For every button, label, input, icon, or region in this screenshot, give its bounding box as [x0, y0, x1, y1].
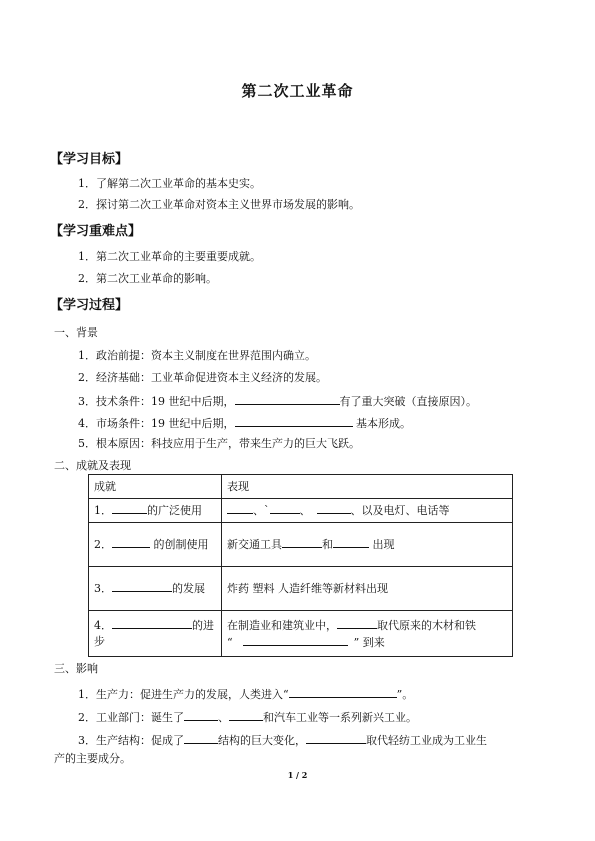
achievements-table: [88, 474, 513, 657]
background-item: 5．根本原因：科技应用于生产，带来生产力的巨大飞跃。: [78, 437, 360, 450]
text: 1．生产力：促进生产力的发展，人类进入“: [78, 688, 289, 701]
text: 取代轻纺工业成为工业生: [366, 734, 487, 747]
text: 、: [299, 504, 311, 517]
background-item: [78, 393, 477, 409]
fill-blank[interactable]: [337, 617, 377, 629]
table-cell: [222, 611, 513, 657]
text: 1．: [94, 504, 112, 517]
text: 3．生产结构：促成了: [78, 734, 184, 747]
text: ” 到来: [353, 635, 385, 649]
table-cell: [222, 523, 513, 567]
fill-blank[interactable]: [333, 536, 369, 548]
background-item: 1．政治前提：资本主义制度在世界范围内确立。: [78, 349, 316, 362]
impact-item: [78, 686, 413, 702]
goal-item: 2．探讨第二次工业革命对资本主义世界市场发展的影响。: [78, 198, 360, 211]
text: 的进步: [94, 619, 214, 648]
fill-blank[interactable]: [235, 393, 340, 405]
text: 在制造业和建筑业中，: [227, 618, 337, 632]
impact-item-continued: 产的主要成分。: [54, 752, 131, 765]
impact-heading: 三、影响: [54, 662, 98, 675]
fill-blank[interactable]: [235, 415, 353, 427]
fill-blank[interactable]: [112, 502, 147, 514]
text: 2．工业部门：诞生了: [78, 711, 184, 724]
column-header: 成就: [89, 475, 222, 499]
text: 4．: [94, 619, 112, 632]
text: 有了重大突破（直接原因）。: [339, 395, 477, 408]
process-heading: 【学习过程】: [50, 298, 129, 313]
text: 的发展: [172, 582, 205, 595]
text: 新交通工具: [227, 538, 282, 551]
fill-blank[interactable]: [184, 732, 218, 744]
fill-blank[interactable]: [270, 502, 300, 514]
text: 和汽车工业等一系列新兴工业。: [263, 711, 417, 724]
table-header-row: [89, 475, 513, 499]
text: “: [227, 635, 233, 649]
page-title: 第二次工业革命: [241, 82, 354, 100]
table-row: [89, 523, 513, 567]
text: 4．市场条件：19 世纪中后期，: [78, 417, 235, 430]
table-cell: 炸药 塑料 人造纤维等新材料出现: [222, 567, 513, 611]
text: 3．技术条件：19 世纪中后期，: [78, 395, 235, 408]
fill-blank[interactable]: [227, 502, 253, 514]
text: 3．: [94, 582, 112, 595]
text: 、`: [253, 504, 270, 517]
text: 的广泛使用: [147, 504, 202, 517]
key-points-heading: 【学习重难点】: [50, 224, 142, 239]
cell-line: [227, 634, 507, 651]
table-row: [89, 499, 513, 523]
key-point-item: 1．第二次工业革命的主要重要成就。: [78, 250, 261, 263]
column-header: 表现: [222, 475, 513, 499]
table-cell: [89, 523, 222, 567]
impact-item: [78, 732, 487, 748]
text: ”。: [396, 688, 414, 701]
fill-blank[interactable]: [306, 732, 366, 744]
cell-line: [227, 617, 507, 634]
goals-heading: 【学习目标】: [50, 152, 129, 167]
text: 的创制使用: [150, 538, 209, 551]
text: 和: [322, 538, 333, 551]
impact-item: [78, 709, 417, 725]
text: 取代原来的木材和铁: [377, 618, 476, 632]
table-cell: [89, 499, 222, 523]
text: 结构的巨大变化，: [218, 734, 306, 747]
table-row: [89, 567, 513, 611]
fill-blank[interactable]: [112, 580, 172, 592]
fill-blank[interactable]: [317, 502, 351, 514]
text: 、: [218, 711, 229, 724]
background-item: 2．经济基础：工业革命促进资本主义经济的发展。: [78, 371, 327, 384]
page-number: 1 / 2: [287, 770, 308, 780]
background-item: [78, 415, 411, 431]
text: 2．: [94, 538, 112, 551]
background-heading: 一、背景: [54, 326, 98, 339]
goal-item: 1．了解第二次工业革命的基本史实。: [78, 177, 261, 190]
fill-blank[interactable]: [282, 536, 322, 548]
fill-blank[interactable]: [243, 634, 348, 646]
fill-blank[interactable]: [184, 709, 218, 721]
fill-blank[interactable]: [289, 686, 397, 698]
table-cell: [89, 567, 222, 611]
fill-blank[interactable]: [229, 709, 263, 721]
fill-blank[interactable]: [112, 536, 150, 548]
achievements-heading: 二、成就及表现: [54, 459, 131, 472]
table-cell: [89, 611, 222, 657]
table-cell: [222, 499, 513, 523]
key-point-item: 2．第二次工业革命的影响。: [78, 272, 217, 285]
fill-blank[interactable]: [112, 617, 192, 629]
text: 、以及电灯、电话等: [350, 504, 450, 517]
text: 出现: [369, 538, 395, 551]
text: 基本形成。: [352, 417, 411, 430]
table-row: [89, 611, 513, 657]
